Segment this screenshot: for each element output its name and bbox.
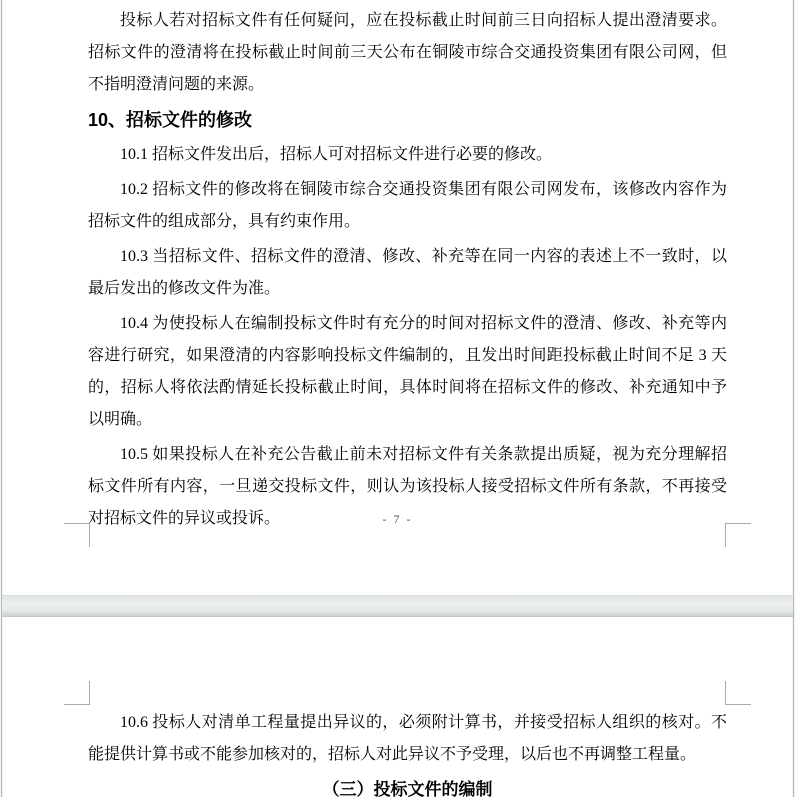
clause-10-4: 10.4 为使投标人在编制投标文件时有充分的时间对招标文件的澄清、修改、补充等内容进行研究，如果澄清的内容影响投标文件编制的，且发出时间距投标截止时间不足 3 天的，招标人将依法酌情延长投标截止时间，具体时间将在招标文件的修改、补充通知中予以明确。 xyxy=(88,315,727,428)
clause-10-3: 10.3 当招标文件、招标文件的澄清、修改、补充等在同一内容的表述上不一致时，以最后发出的修改文件为准。 xyxy=(88,248,727,297)
workspace-left-edge xyxy=(0,0,2,797)
margin-mark-top-right xyxy=(725,681,751,705)
page-8 xyxy=(3,617,792,797)
clause-10-6: 10.6 投标人对清单工程量提出异议的，必须附计算书，并接受招标人组织的核对。不能提供计算书或不能参加核对的，招标人对此异议不予受理，以后也不再调整工程量。 xyxy=(88,714,727,763)
page-break-separator xyxy=(0,595,795,617)
page-8-text-area xyxy=(88,707,727,797)
clause-10-5: 10.5 如果投标人在补充公告截止前未对招标文件有关条款提出质疑，视为充分理解招标文件所有内容，一旦递交投标文件，则认为该投标人接受招标文件所有条款，不再接受对招标文件的异议或投诉。 xyxy=(88,446,727,527)
section-heading-10: 10、招标文件的修改 xyxy=(88,110,253,130)
margin-mark-top-left xyxy=(64,681,90,705)
clause-10-1: 10.1 招标文件发出后，招标人可对招标文件进行必要的修改。 xyxy=(120,146,553,163)
margin-mark-bottom-left xyxy=(64,523,90,547)
page-7 xyxy=(3,0,792,595)
margin-mark-bottom-right xyxy=(725,523,751,547)
page-number-footer: - 7 - xyxy=(382,512,413,526)
paragraph-clarification-intro: 投标人若对招标文件有任何疑问，应在投标截止时间前三日向招标人提出澄清要求。招标文件的澄清将在投标截止时间前三天公布在铜陵市综合交通投资集团有限公司网，但不指明澄清问题的来源。 xyxy=(88,12,727,93)
page-7-text-area xyxy=(88,5,727,538)
clause-10-2: 10.2 招标文件的修改将在铜陵市综合交通投资集团有限公司网发布，该修改内容作为招标文件的组成部分，具有约束作用。 xyxy=(88,181,727,230)
subsection-heading-3: （三）投标文件的编制 xyxy=(322,780,493,797)
